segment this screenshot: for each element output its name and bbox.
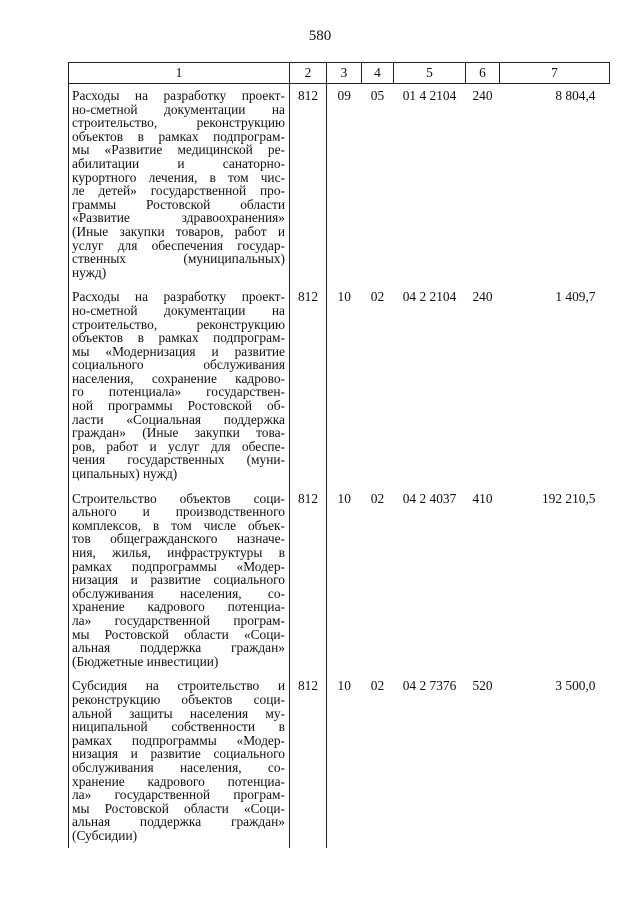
description-line: тов общегражданского назначе- [72, 531, 285, 547]
description-line: граммы Ростовской области [72, 196, 285, 212]
description-line: ной программы Ростовской об- [72, 398, 285, 414]
description-line: обслуживания населения, со- [72, 759, 285, 775]
column-header: 7 [500, 63, 610, 84]
subsection-code: 02 [370, 490, 385, 506]
subsection-code: 02 [370, 289, 385, 305]
description-line: абилитации и санаторно- [72, 155, 285, 171]
description-line: комплексов, в том числе объек- [72, 517, 285, 533]
description-line: социального обслуживания [72, 357, 285, 373]
description-line: Расходы на разработку проект- [72, 88, 285, 103]
column-header: 1 [69, 63, 290, 84]
description-line: альная поддержка граждан» [72, 640, 285, 656]
ministry-code: 812 [290, 674, 327, 848]
description-line: чения государственных (муни- [72, 452, 285, 468]
description-line: мы «Модернизация и развитие [72, 343, 285, 359]
description-line: строительство, реконструкцию [72, 316, 285, 332]
column-header: 6 [466, 63, 500, 84]
ministry-code: 812 [290, 285, 327, 486]
column-header: 4 [362, 63, 394, 84]
description-line: курортного лечения, в том чис- [72, 169, 285, 185]
row-description [69, 674, 290, 848]
section-code: 10 [337, 490, 351, 506]
description-line: «Развитие здравоохранения» [72, 210, 285, 226]
table-row [69, 674, 610, 848]
description-line: ле детей» государственной про- [72, 183, 285, 199]
table-row [69, 84, 610, 286]
description-line: ла» государственной програм- [72, 787, 285, 803]
page-number: 580 [308, 28, 332, 44]
amount: 3 500,0 [555, 678, 596, 694]
subsection-code: 02 [370, 678, 385, 694]
description-line: ственных (муниципальных) [72, 251, 285, 267]
description-line: но-сметной документации на [72, 101, 285, 117]
description-line: мы Ростовской области «Соци- [72, 626, 285, 642]
description-line: альной защиты населения му- [72, 705, 285, 721]
description-line: обслуживания населения, со- [72, 585, 285, 601]
row-description [69, 84, 290, 286]
description-line: ла» государственной програм- [72, 612, 285, 628]
description-line: рамках подпрограммы «Модер- [72, 732, 285, 748]
description-line: рамках подпрограммы «Модер- [72, 558, 285, 574]
description-line: реконструкцию объектов соци- [72, 691, 285, 707]
description-line: Расходы на разработку проект- [72, 289, 285, 305]
description-line: ниципальной собственности в [72, 719, 285, 735]
description-line: строительство, реконструкцию [72, 115, 285, 131]
description-line: хранение кадрового потенциа- [72, 599, 285, 615]
column-header-row [69, 63, 610, 84]
description-line: (Иные закупки товаров, работ и [72, 223, 285, 239]
description-line: но-сметной документации на [72, 302, 285, 318]
description-line: нужд) [72, 264, 107, 280]
description-line: объектов в рамках подпрограм- [72, 128, 285, 144]
description-line: населения, сохранение кадрово- [72, 370, 285, 386]
section-code: 10 [337, 289, 351, 305]
section-code: 10 [337, 678, 351, 694]
description-line: го потенциала» государствен- [72, 384, 285, 400]
table-row [69, 285, 610, 486]
ministry-code: 812 [290, 84, 327, 286]
expense-type-code: 240 [472, 289, 493, 305]
expense-type-code: 410 [472, 490, 493, 506]
column-header: 3 [327, 63, 362, 84]
description-line: ров, работ и услуг для обеспе- [72, 438, 285, 454]
description-line: Субсидия на строительство и [72, 678, 285, 694]
ministry-code: 812 [290, 487, 327, 675]
description-line: ния, жилья, инфраструктуры в [72, 545, 285, 560]
description-line: Строительство объектов соци- [72, 490, 285, 506]
description-line: ципальных) нужд) [72, 466, 178, 482]
expense-type-code: 240 [472, 88, 493, 103]
description-line: мы «Развитие медицинской ре- [72, 142, 285, 158]
target-article-code: 04 2 4037 [402, 490, 457, 506]
expense-type-code: 520 [472, 678, 493, 694]
section-code: 09 [337, 88, 351, 103]
amount: 1 409,7 [555, 289, 596, 305]
target-article-code: 04 2 2104 [402, 289, 457, 305]
subsection-code: 05 [370, 88, 385, 103]
description-line: услуг для обеспечения государ- [72, 237, 285, 253]
row-description [69, 285, 290, 486]
target-article-code: 04 2 7376 [402, 678, 457, 694]
target-article-code: 01 4 2104 [402, 88, 457, 103]
description-line: ального и производственного [72, 504, 285, 520]
column-header: 2 [290, 63, 327, 84]
description-line: низация и развитие социального [72, 572, 285, 588]
description-line: мы Ростовской области «Соци- [72, 800, 285, 816]
row-description [69, 487, 290, 675]
budget-table [68, 62, 610, 848]
description-line: низация и развитие социального [72, 746, 285, 762]
description-line: ласти «Социальная поддержка [72, 411, 285, 427]
table-row [69, 487, 610, 675]
column-header: 5 [394, 63, 466, 84]
description-line: объектов в рамках подпрограм- [72, 330, 285, 346]
description-line: (Субсидии) [72, 827, 138, 843]
description-line: альная поддержка граждан» [72, 814, 285, 830]
amount: 8 804,4 [555, 88, 596, 103]
description-line: (Бюджетные инвестиции) [72, 653, 219, 669]
description-line: граждан» (Иные закупки това- [72, 425, 285, 441]
description-line: хранение кадрового потенциа- [72, 773, 285, 789]
amount: 192 210,5 [541, 490, 596, 506]
